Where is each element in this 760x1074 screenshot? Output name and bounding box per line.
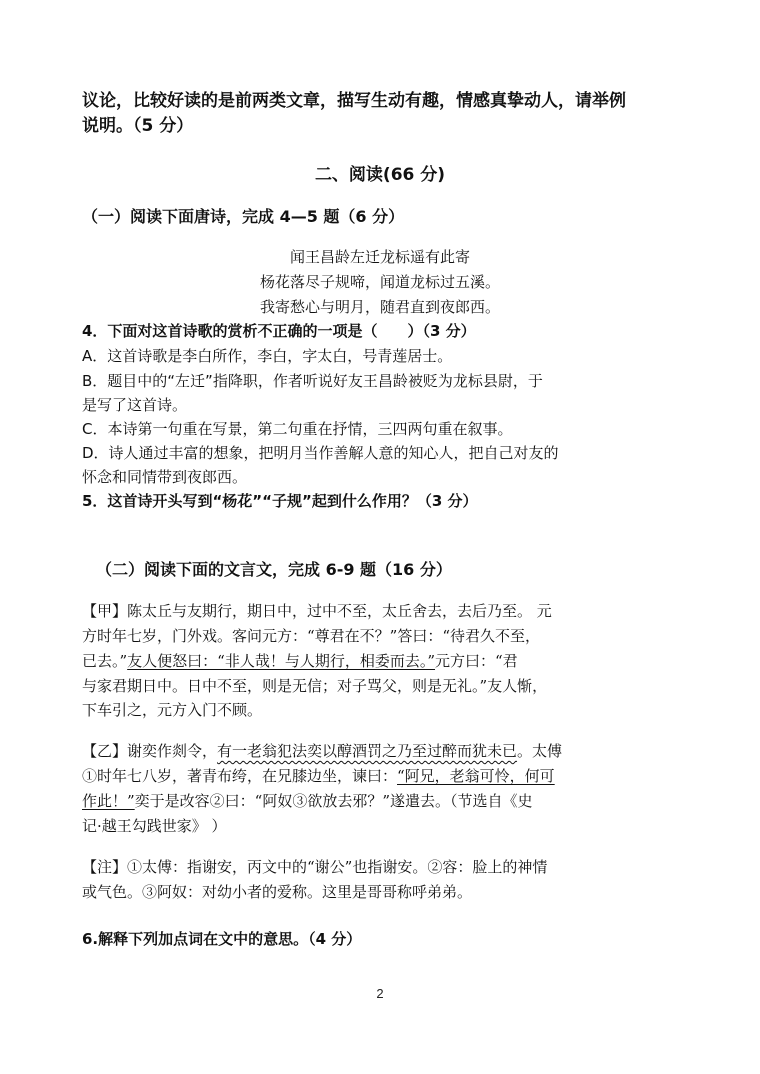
passage-jia-line-5: 下车引之，元方入门不顾。 — [82, 701, 263, 719]
q4-option-b-line-1: B．题目中的“左迁”指降职，作者听说好友王昌龄被贬为龙标县尉，于 — [82, 372, 543, 390]
q6-stem: 6.解释下列加点词在文中的意思。（4 分） — [82, 930, 362, 948]
underlined-speech-yi-part-1: “阿兄，老翁可怜，何可 — [397, 767, 555, 785]
poem-line-1: 杨花落尽子规啼，闻道龙标过五溪。 — [259, 273, 500, 291]
passage-jia-line-1: 【甲】陈太丘与友期行，期日中，过中不至，太丘舍去，去后乃至。 元 — [82, 602, 552, 620]
q4-option-c: C．本诗第一句重在写景，第二句重在抒情，三四两句重在叙事。 — [82, 420, 513, 438]
section-title: 二、阅读(66 分) — [314, 165, 446, 185]
passage-jia-line-3-start: 已去。” — [82, 652, 128, 670]
part1-heading: （一）阅读下面唐诗，完成 4—5 题（6 分） — [82, 207, 405, 226]
poem-line-2: 我寄愁心与明月，随君直到夜郎西。 — [259, 298, 500, 316]
intro-line-1: 议论，比较好读的是前两类文章，描写生动有趣，情感真挚动人，请举例 — [82, 91, 626, 111]
q5-stem: 5．这首诗开头写到“杨花”“子规”起到什么作用？（3 分） — [82, 492, 478, 510]
passage-yi-line-1-end: 。太傅 — [517, 742, 563, 760]
passage-yi-line-3 — [82, 790, 682, 811]
q4-option-a: A．这首诗歌是李白所作，李白，字太白，号青莲居士。 — [82, 347, 453, 365]
note-line-1: 【注】①太傅：指谢安，丙文中的“谢公”也指谢安。②容：脸上的神情 — [82, 858, 548, 876]
passage-yi-line-2 — [82, 765, 682, 786]
passage-jia-line-2: 方时年七岁，门外戏。客问元方：“尊君在不？”答曰：“待君久不至， — [82, 627, 541, 645]
note-line-2: 或气色。③阿奴：对幼小者的爱称。这里是哥哥称呼弟弟。 — [82, 883, 473, 901]
passage-yi-line-3-end: 奕于是改容②曰：“阿奴③欲放去邪？”遂遣去。（节选自《史 — [134, 792, 533, 810]
underlined-sentence-jia: 友人便怒曰：“非人哉！与人期行，相委而去。” — [127, 652, 436, 670]
passage-jia-line-4: 与家君期日中。日中不至，则是无信；对子骂父，则是无礼。”友人惭， — [82, 677, 548, 695]
part2-heading: （二）阅读下面的文言文，完成 6-9 题（16 分） — [96, 560, 452, 579]
passage-yi-line-4: 记·越王勾践世家》 ） — [82, 817, 227, 835]
q4-option-d-line-2: 怀念和同情带到夜郎西。 — [82, 468, 248, 486]
passage-yi-line-1-start: 【乙】谢奕作剡令， — [82, 742, 218, 760]
passage-yi-line-1 — [82, 740, 682, 761]
q4-option-b-line-2: 是写了这首诗。 — [82, 396, 188, 414]
intro-line-2: 说明。（5 分） — [82, 116, 194, 136]
page-number: 2 — [376, 986, 384, 1001]
passage-jia-line-3 — [82, 650, 682, 671]
wavy-underlined-sentence-yi: 有一老翁犯法奕以醇酒罚之乃至过醉而犹未已 — [217, 742, 518, 760]
passage-yi-line-2-start: ①时年七八岁，著青布绔，在兄膝边坐，谏曰： — [82, 767, 398, 785]
q4-stem: 4．下面对这首诗歌的赏析不正确的一项是（ ）（3 分） — [82, 322, 476, 340]
poem-title: 闻王昌龄左迁龙标遥有此寄 — [289, 248, 470, 266]
passage-jia-line-3-end: 元方曰：“君 — [435, 652, 518, 670]
q4-option-d-line-1: D．诗人通过丰富的想象，把明月当作善解人意的知心人，把自己对友的 — [82, 444, 559, 462]
underlined-speech-yi-part-2: 作此！” — [82, 792, 135, 810]
